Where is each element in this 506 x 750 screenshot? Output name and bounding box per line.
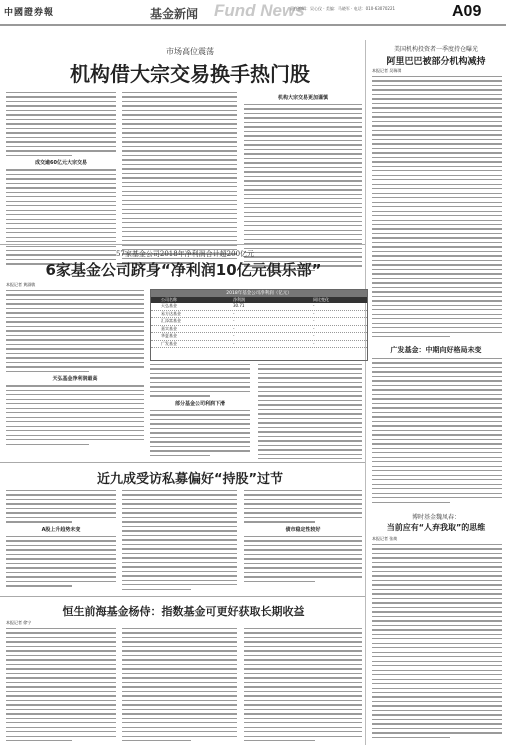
article-divider xyxy=(0,596,365,597)
header-meta: 责任编辑：吴心仪 · 美编：马晓军 · 电话：010-63070221 xyxy=(290,6,396,11)
table-row xyxy=(151,341,367,349)
article-column xyxy=(6,490,116,590)
article-divider xyxy=(0,462,365,463)
article-column xyxy=(122,490,237,590)
subhead: 部分基金公司利润下滑 xyxy=(174,400,225,407)
profit-table xyxy=(150,289,368,361)
subhead: 天弘基金净利润最高 xyxy=(52,376,98,383)
article-kicker: 57家基金公司2018年净利润合计超200亿元 xyxy=(115,250,255,258)
table-cell: 嘉实基金 xyxy=(161,325,177,331)
page-header xyxy=(0,0,506,26)
article-headline: 当前应有“人弃我取”的思维 xyxy=(386,523,486,532)
byline: 本报记者 黄淑敏 xyxy=(6,282,36,287)
article-kicker: 博时基金魏凤春： xyxy=(411,514,460,521)
table-cell: - xyxy=(233,325,235,331)
header-rule xyxy=(0,24,506,26)
subhead: A股上升趋势未变 xyxy=(41,526,81,533)
table-cell: 华夏基金 xyxy=(161,333,177,338)
table-header-cell: 同比变化 xyxy=(313,297,329,302)
article-column xyxy=(122,628,237,746)
subhead: 债市稳定性较好 xyxy=(285,526,321,533)
article-headline: 机构借大宗交易换手热门股 xyxy=(70,62,310,86)
table-cell: - xyxy=(313,310,315,316)
table-cell: - xyxy=(313,333,315,338)
section-title: 基金新闻 xyxy=(150,7,199,21)
article-kicker: 市场高位震荡 xyxy=(166,47,214,56)
article-divider xyxy=(0,244,365,245)
table-cell: - xyxy=(313,303,315,308)
table-cell: - xyxy=(313,325,315,331)
table-cell: 汇添富基金 xyxy=(161,318,181,323)
table-row xyxy=(151,311,367,319)
subhead: 机构大宗交易更加谨慎 xyxy=(277,95,328,101)
table-cell: - xyxy=(233,310,235,316)
section-title-en: Fund News xyxy=(214,1,305,20)
table-cell: - xyxy=(313,340,315,346)
article-column xyxy=(150,364,250,460)
article-column xyxy=(372,358,502,508)
byline: 本报记者 吴瑞琪 xyxy=(372,68,402,73)
article-kicker: 美国机构投资者一季度持仓曝光 xyxy=(393,46,478,53)
article-column xyxy=(372,544,502,746)
article-headline: 阿里巴巴被部分机构减持 xyxy=(386,57,486,67)
article-headline: 恒生前海基金杨侍：指数基金可更好获取长期收益 xyxy=(62,605,305,618)
article-column xyxy=(6,290,144,460)
article-column xyxy=(244,490,362,590)
table-header-cell: 公司名称 xyxy=(161,297,177,302)
subhead: 广发基金：中期向好格局未变 xyxy=(390,346,482,354)
table-cell: - xyxy=(233,318,235,323)
column-divider xyxy=(365,40,366,745)
article-headline: 6家基金公司跻身“净利润10亿元俱乐部” xyxy=(45,261,322,279)
article-column xyxy=(6,628,116,746)
table-cell: 易方达基金 xyxy=(161,310,181,316)
article-headline: 近九成受访私募偏好“持股”过节 xyxy=(96,472,284,487)
table-row xyxy=(151,303,367,311)
paper-logo: 中國證券報 xyxy=(4,8,55,18)
table-cell: 30.71 xyxy=(233,303,245,308)
table-row xyxy=(151,326,367,334)
page-number: A09 xyxy=(452,3,482,20)
article-column xyxy=(244,628,362,746)
article-column xyxy=(258,364,362,460)
table-title: 2018年基金公司净利润（亿元） xyxy=(151,290,367,297)
table-cell: 广发基金 xyxy=(161,340,177,346)
table-row xyxy=(151,318,367,326)
table-header-cell: 净利润 xyxy=(233,297,245,302)
byline: 本报记者 张焕 xyxy=(372,536,398,541)
subhead: 成交逾60亿元大宗交易 xyxy=(35,160,87,167)
byline: 本报记者 徐宁 xyxy=(6,620,32,625)
article-column xyxy=(372,76,502,341)
table-row xyxy=(151,333,367,341)
table-cell: 天弘基金 xyxy=(161,303,177,308)
table-cell: - xyxy=(233,340,235,346)
table-cell: - xyxy=(233,333,235,338)
table-cell: - xyxy=(313,318,315,323)
